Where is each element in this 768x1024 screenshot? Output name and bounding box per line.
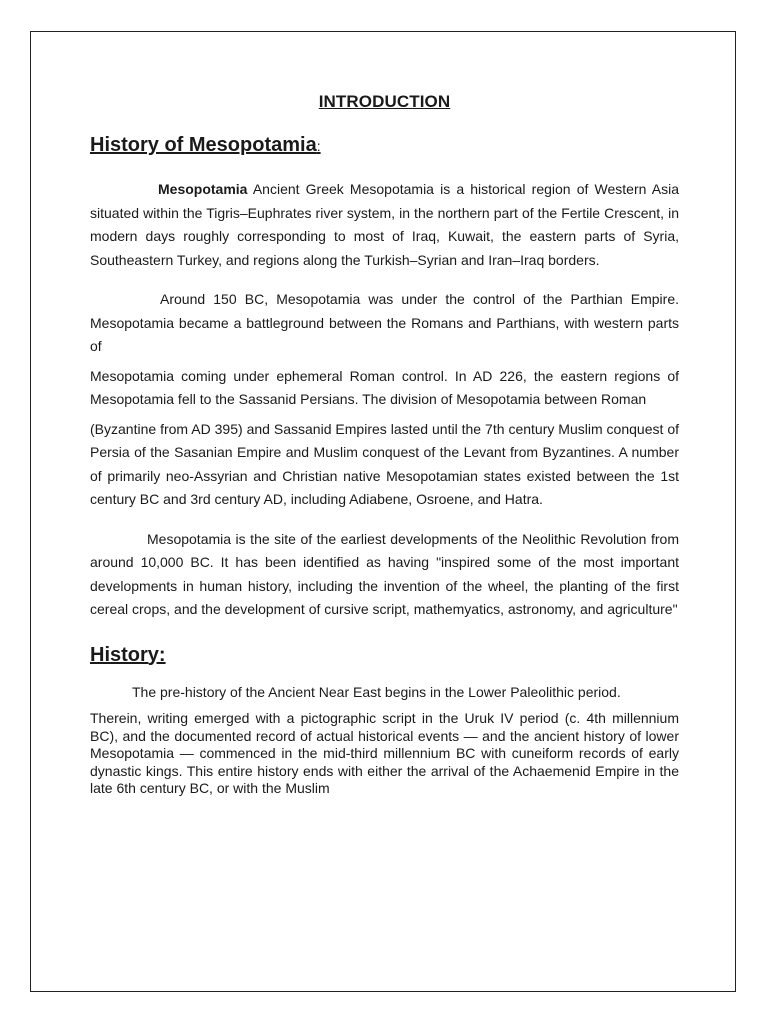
- paragraph-roman-control: Mesopotamia coming under ephemeral Roman control. In AD 226, the eastern regions of Mesopotamia fell to the Sassanid Persians. The division of Mesopotamia between Roman: [90, 367, 679, 407]
- paragraph-pre-history: The pre-history of the Ancient Near East begins in the Lower Paleolithic period.: [132, 683, 621, 700]
- section-heading-text: History of Mesopotamia: [90, 134, 317, 156]
- paragraph-byzantine-sassanid: (Byzantine from AD 395) and Sassanid Empires lasted until the 7th century Muslim conquest of Persia of the Sasanian Empire and Muslim conquest of the Levant from Byzantines. A number of primarily neo-Assyrian and Christian native Mesopotamian states existed between the 1st century BC and 3rd century AD, including Adiabene, Osroene, and Hatra.: [90, 420, 679, 507]
- section-heading-history-of-mesopotamia: [90, 134, 679, 157]
- document-title: INTRODUCTION: [318, 92, 451, 111]
- document-body: [90, 92, 679, 798]
- section-heading-colon: :: [316, 138, 321, 154]
- paragraph-neolithic-revolution: Mesopotamia is the site of the earliest developments of the Neolithic Revolution from around 10,000 BC. It has been identified as having "inspired some of the most important developments in human history, including the invention of the wheel, the planting of the first cereal crops, and the development of cursive script, mathemyatics, astronomy, and agriculture": [90, 530, 679, 617]
- paragraph-parthian-empire: Around 150 BC, Mesopotamia was under the control of the Parthian Empire. Mesopotamia became a battleground between the Romans and Parthians, with western parts of: [90, 291, 679, 354]
- paragraph-writing-emerged: Therein, writing emerged with a pictographic script in the Uruk IV period (c. 4th millennium BC), and the documented record of actual historical events — and the ancient history of lower Mesopotamia — commenced in the mid-third millennium BC with cuneiform records of early dynastic kings. This entire history ends with either the arrival of the Achaemenid Empire in the late 6th century BC, or with the Muslim: [90, 710, 679, 796]
- paragraph-body: Ancient Greek Mesopotamia is a historical region of Western Asia situated within the Tigris–Euphrates river system, in the northern part of the Fertile Crescent, in modern days roughly corresponding to most of Iraq, Kuwait, the eastern parts of Syria, Southeastern Turkey, and regions along the Turkish–Syrian and Iran–Iraq borders.: [90, 181, 679, 268]
- paragraph-mesopotamia-intro: [90, 178, 679, 272]
- section-heading-history: History:: [90, 643, 166, 666]
- paragraph-lead-term: Mesopotamia: [158, 181, 248, 197]
